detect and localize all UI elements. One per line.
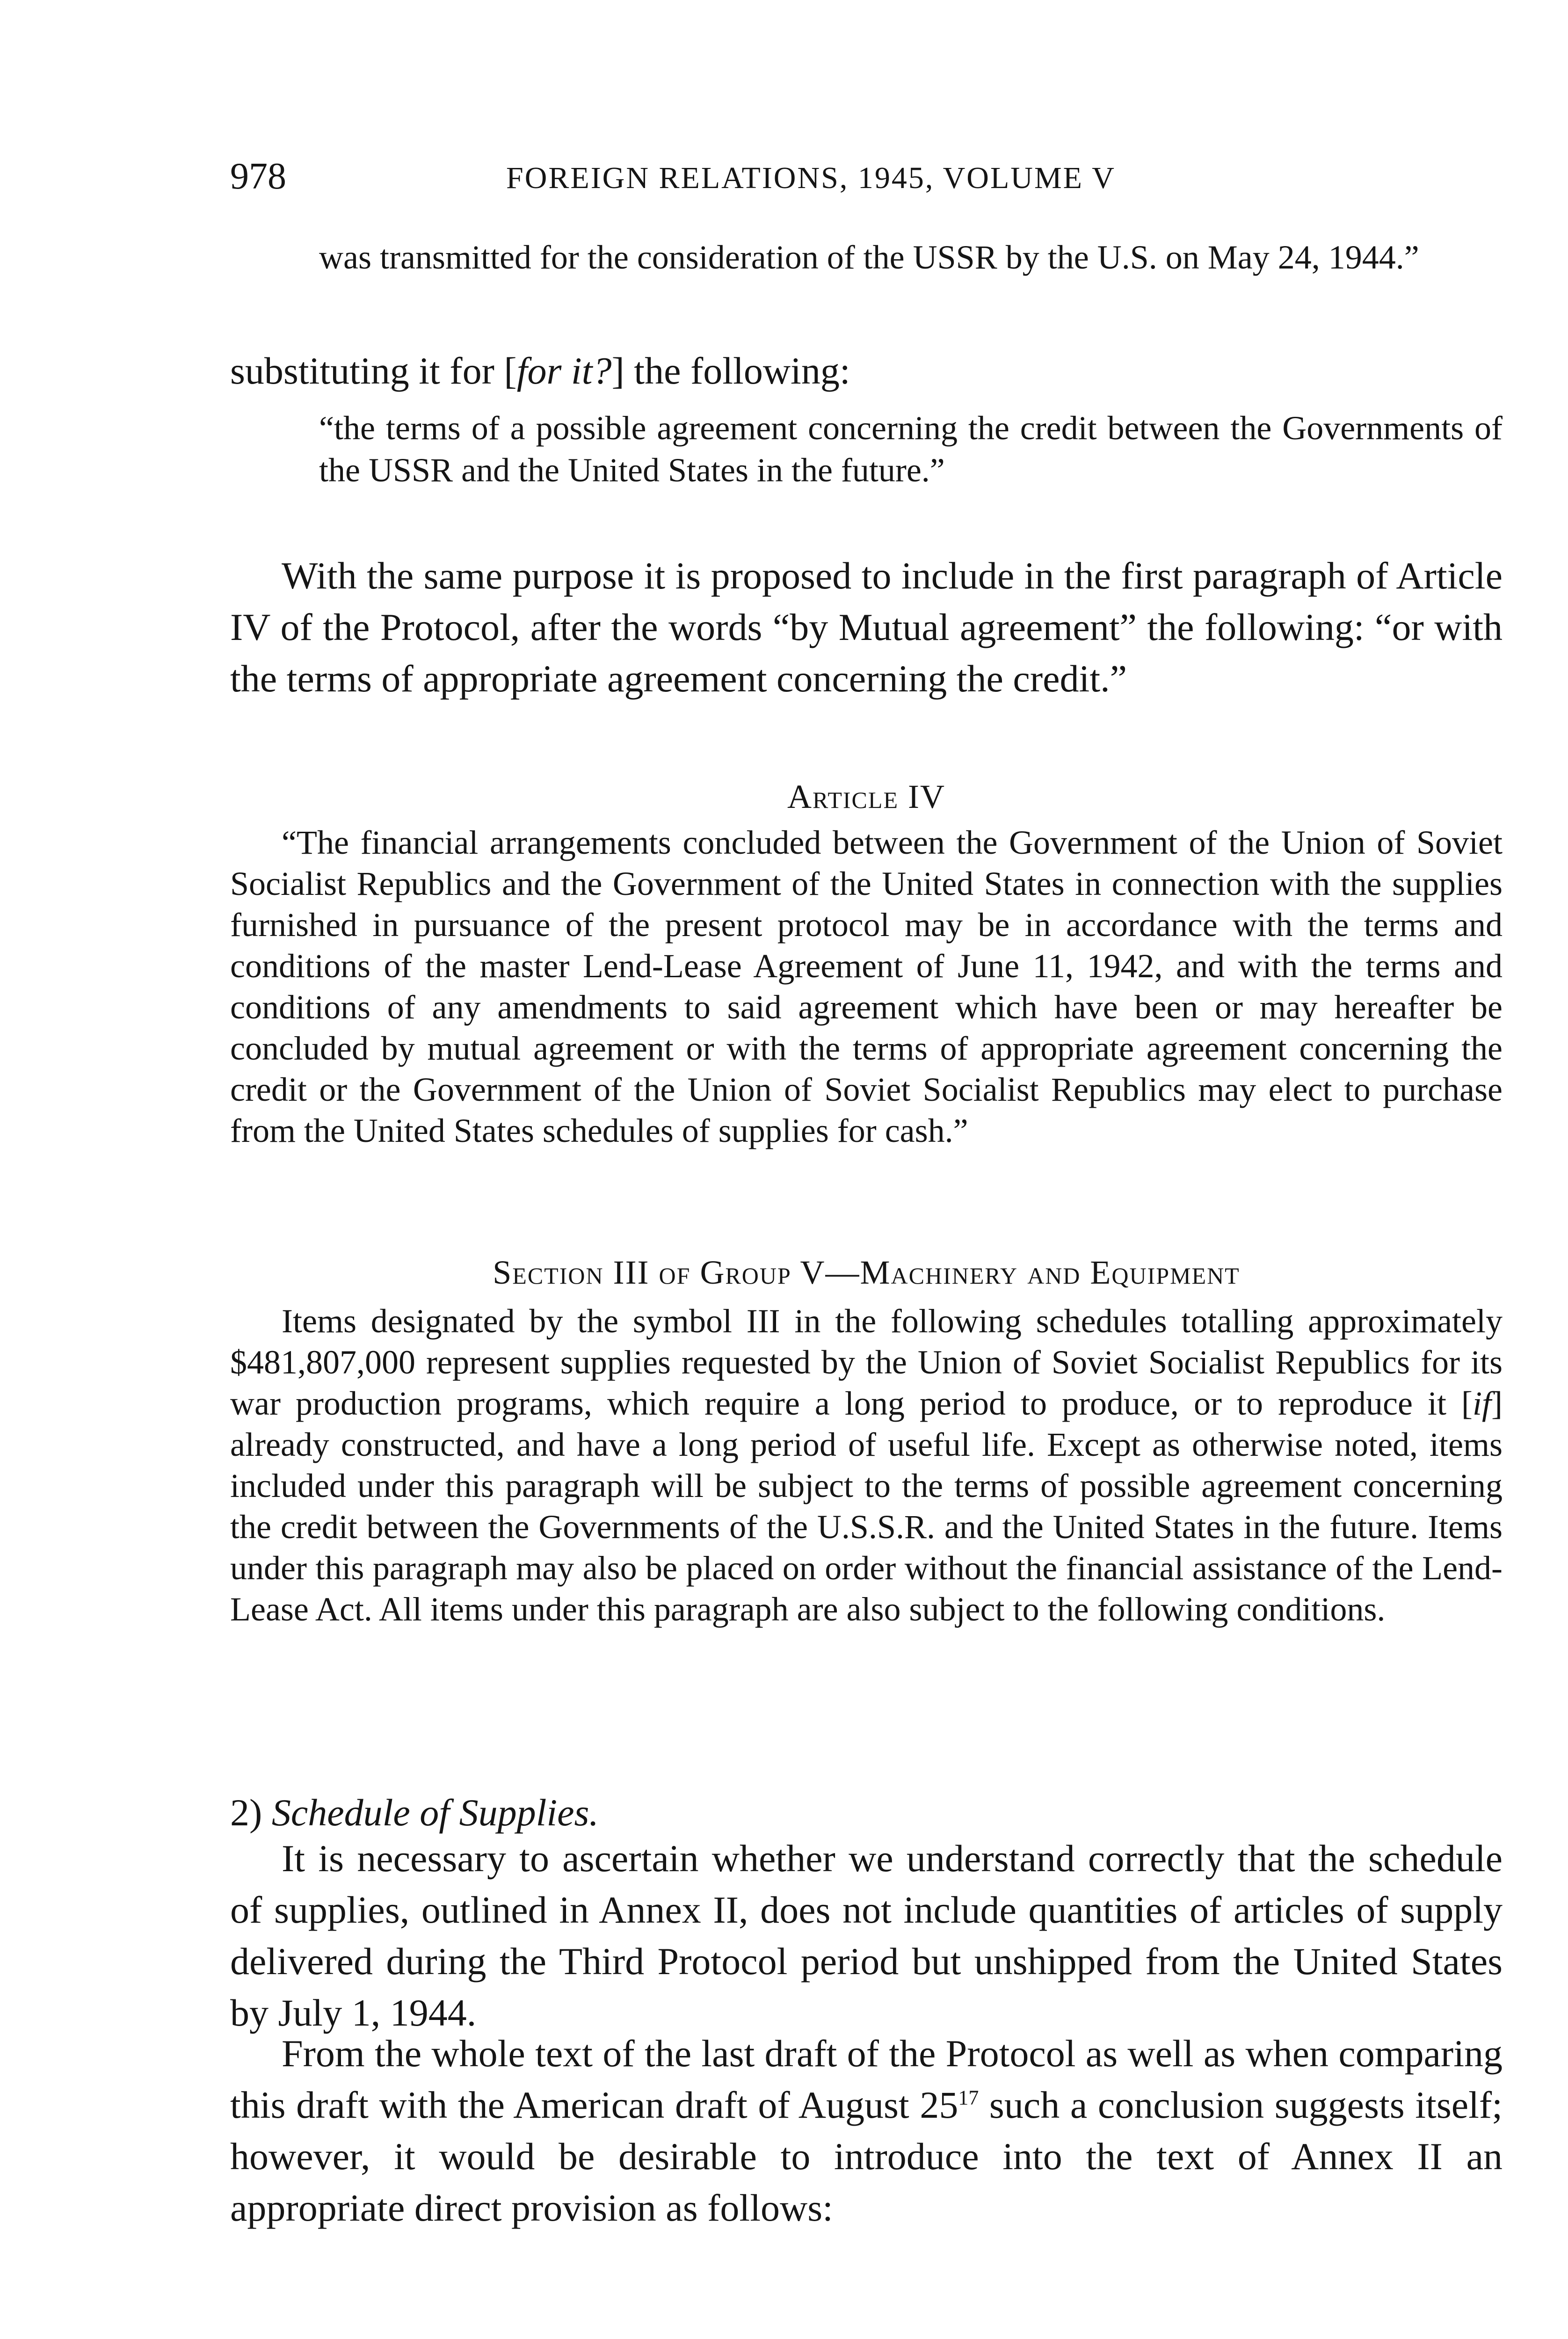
section-text-before: Items designated by the symbol III in the following schedules totalling approximately $481,807,000 represent supplies requested by the Union of Soviet Socialist Republics for its war production programs, which require a long period to produce, or to reproduce it [ bbox=[230, 1302, 1503, 1422]
page-number: 978 bbox=[230, 156, 286, 197]
protocol-paragraph: With the same purpose it is proposed to include in the first paragraph of Article IV of the Protocol, after the words “by Mutual agreement” the following: “or with the terms of appropriate agreement concerning the credit.” bbox=[230, 554, 1503, 700]
editorial-insertion: for it? bbox=[516, 349, 612, 392]
schedule-heading bbox=[230, 1787, 1503, 1838]
schedule-number: 2) bbox=[230, 1791, 262, 1834]
annex-paragraph bbox=[230, 2028, 1503, 2234]
substitution-line bbox=[230, 345, 1503, 397]
quoted-credit-terms: “the terms of a possible agreement concerning the credit between the Governments of the USSR and the United States in the future.” bbox=[319, 409, 1503, 489]
section-editorial-insertion: if bbox=[1473, 1385, 1492, 1422]
running-title: FOREIGN RELATIONS, 1945, VOLUME V bbox=[506, 161, 1116, 195]
schedule-paragraph: It is necessary to ascertain whether we understand correctly that the schedule of supplies, outlined in Annex II, does not include quantities of articles of supply delivered during the Third Protocol period but unshipped from the United States by July 1, 1944. bbox=[230, 1837, 1503, 2034]
substitution-text-after: ] the following: bbox=[611, 349, 850, 392]
footnote-reference: 17 bbox=[958, 2086, 979, 2109]
substitution-text-before: substituting it for [ bbox=[230, 349, 517, 392]
section-three-text bbox=[230, 1300, 1503, 1630]
quoted-clause-transmitted: was transmitted for the consideration of the USSR by the U.S. on May 24, 1944.” bbox=[319, 239, 1419, 276]
article-four-text: “The financial arrangements concluded between the Government of the Union of Soviet Socialist Republics and the Government of the United States in connection with the supplies furnished in pursuance of the present protocol may be in accordance with the terms and conditions of the master Lend-Lease Agreement of June 11, 1942, and with the terms and conditions of any amendments to said agreement which have been or may hereafter be concluded by mutual agreement or with the terms of appropriate agreement concerning the credit or the Government of the Union of Soviet Socialist Republics may elect to purchase from the United States schedules of supplies for cash.” bbox=[230, 824, 1503, 1149]
article-heading: Article IV bbox=[787, 778, 945, 815]
running-head bbox=[230, 151, 1503, 202]
section-text-after: ] already constructed, and have a long period of useful life. Except as otherwise noted, items included under this paragraph will be subject to the terms of possible agreement concerning the credit between the Governments of the U.S.S.R. and the United States in the future. Items under this paragraph may also be placed on order without the financial assistance of the Lend-Lease Act. All items under this paragraph are also subject to the following conditions. bbox=[230, 1385, 1503, 1628]
annex-text-after: such a conclusion suggests itself; however, it would be desirable to introduce into the text of Annex II an appropriate direct provision as follows: bbox=[230, 2084, 1503, 2229]
schedule-title: Schedule of Supplies. bbox=[271, 1791, 599, 1834]
section-heading: Section III of Group V—Machinery and Equipment bbox=[493, 1254, 1240, 1291]
annex-text-before: From the whole text of the last draft of the Protocol as well as when comparing this draft with the American draft of August 25 bbox=[230, 2032, 1503, 2126]
